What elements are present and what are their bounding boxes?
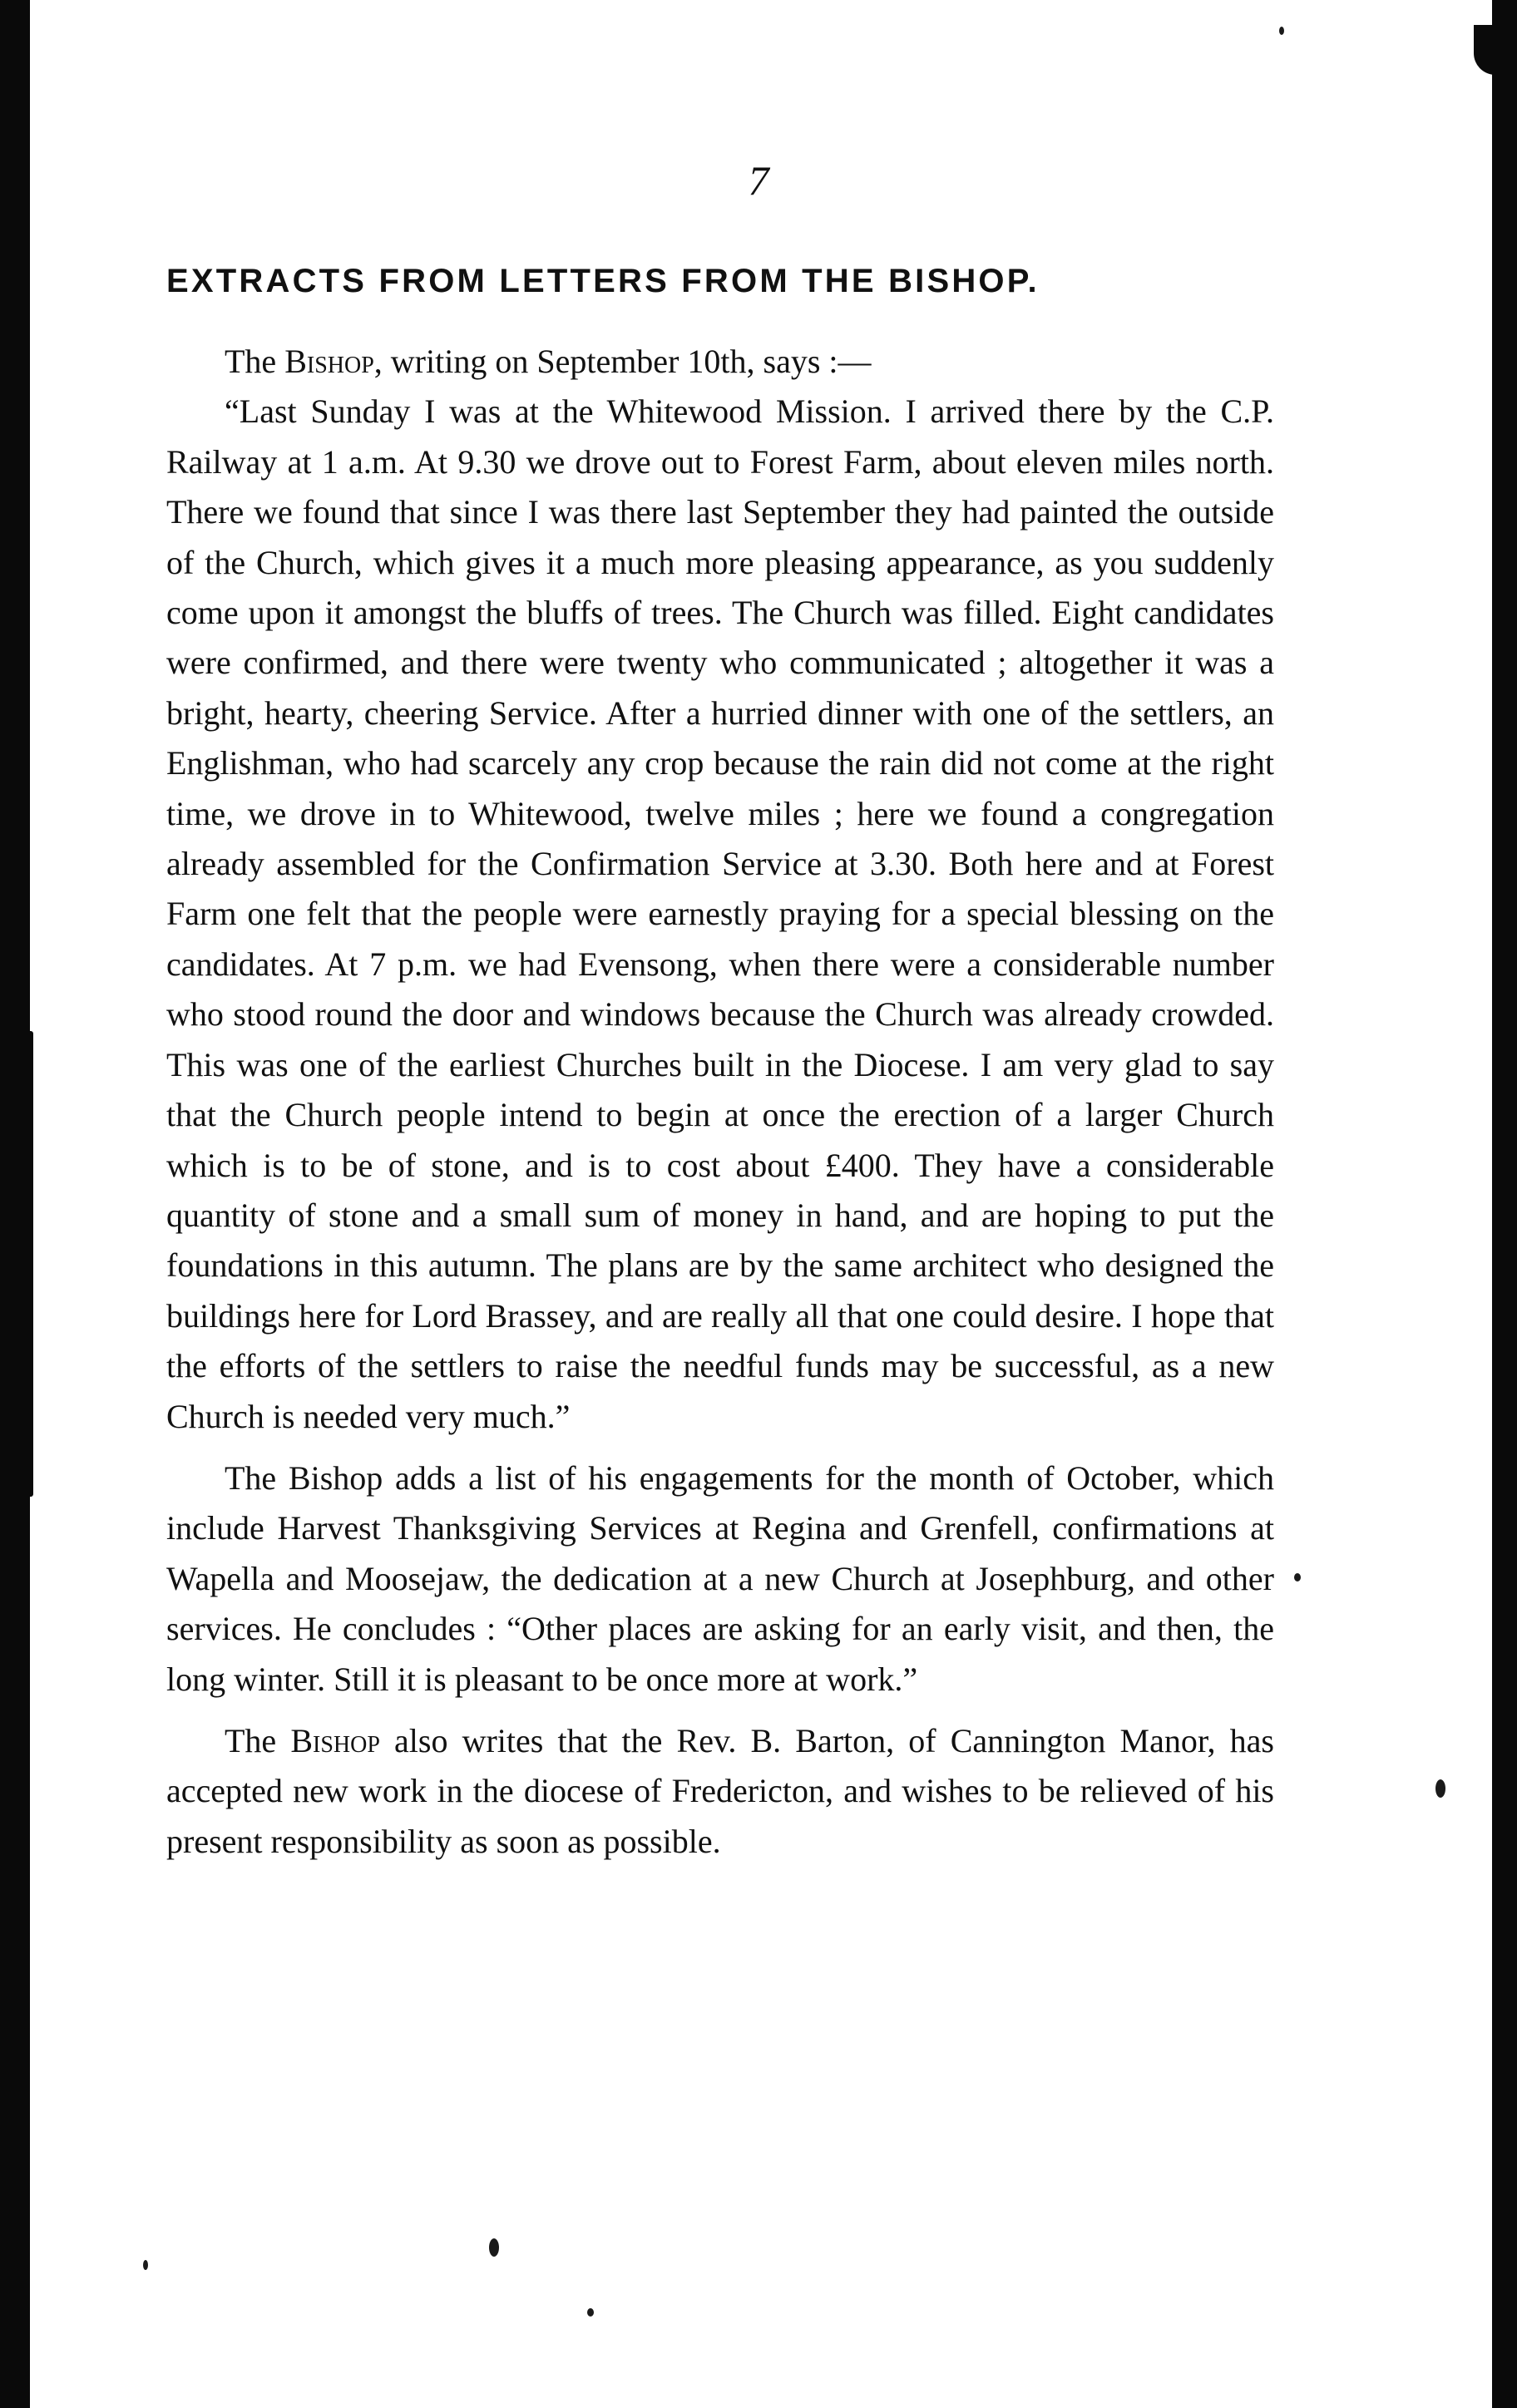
bishop-smallcaps: Bishop: [284, 343, 374, 380]
ink-speck: [1279, 27, 1284, 35]
ink-speck: [587, 2308, 594, 2317]
paragraph-intro: [166, 337, 1274, 387]
paragraph-barton-text: also writes that the Rev. B. Barton, of Cannington Manor, has accepted new work in the diocese of Fredericton, and wishes to be relieved of his present responsibility as soon as possible.: [166, 1721, 1274, 1860]
paragraph-barton: [166, 1716, 1274, 1867]
ink-speck: [143, 2260, 148, 2270]
letter-extract-body: [166, 337, 1274, 1867]
paragraph-letter-quote: “Last Sunday I was at the Whitewood Mission. I arrived there by the C.P. Railway at 1 a.m. At 9.30 we drove out to Forest Farm, about eleven miles north. There we found that since I was there last September they had painted the outside of the Church, which gives it a much more pleasing appearance, as you suddenly come upon it amongst the bluffs of trees. The Church was filled. Eight candidates were confirmed, and there were twenty who communicated ; altogether it was a bright, hearty, cheering Service. After a hurried dinner with one of the settlers, an Englishman, who had scarcely any crop because the rain did not come at the right time, we drove in to Whitewood, twelve miles ; here we found a congregation already assembled for the Confirmation Service at 3.30. Both here and at Forest Farm one felt that the people were earnestly praying for a special blessing on the candidates. At 7 p.m. we had Evensong, when there were a considerable number who stood round the door and windows because the Church was already crowded. This was one of the earliest Churches built in the Diocese. I am very glad to say that the Church people intend to begin at once the erection of a larger Church which is to be of stone, and is to cost about £400. They have a considerable quantity of stone and a small sum of money in hand, and are hoping to put the foundations in this autumn. The plans are by the same architect who designed the buildings here for Lord Brassey, and are really all that one could desire. I hope that the efforts of the settlers to raise the needful funds may be successful, as a new Church is needed very much.”: [166, 392, 1274, 1435]
paragraph-barton-lead: The: [225, 1721, 291, 1759]
paragraph-engagements: The Bishop adds a list of his engagements for the month of October, which include Harvest Thanksgiving Services at Regina and Grenfell, confirmations at Wapella and Moosejaw, the dedication at a new Church at Josephburg, and other services. He concludes : “Other places are asking for an early visit, and then, the long winter. Still it is pleasant to be once more at work.”: [166, 1458, 1274, 1698]
paragraph-intro-lead: The: [225, 343, 285, 380]
ink-speck: [1294, 1573, 1301, 1581]
ink-speck: [489, 2238, 499, 2257]
scan-left-border-notch: [25, 1031, 33, 1497]
scan-right-border-tab: [1474, 25, 1499, 75]
scan-right-border: [1492, 0, 1517, 2408]
paragraph-intro-text: , writing on September 10th, says :—: [373, 343, 872, 380]
page-title: EXTRACTS FROM LETTERS FROM THE BISHOP.: [166, 263, 1040, 299]
page-number: 7: [748, 157, 769, 204]
bishop-smallcaps: Bishop: [290, 1721, 380, 1759]
ink-speck: [1435, 1779, 1445, 1798]
